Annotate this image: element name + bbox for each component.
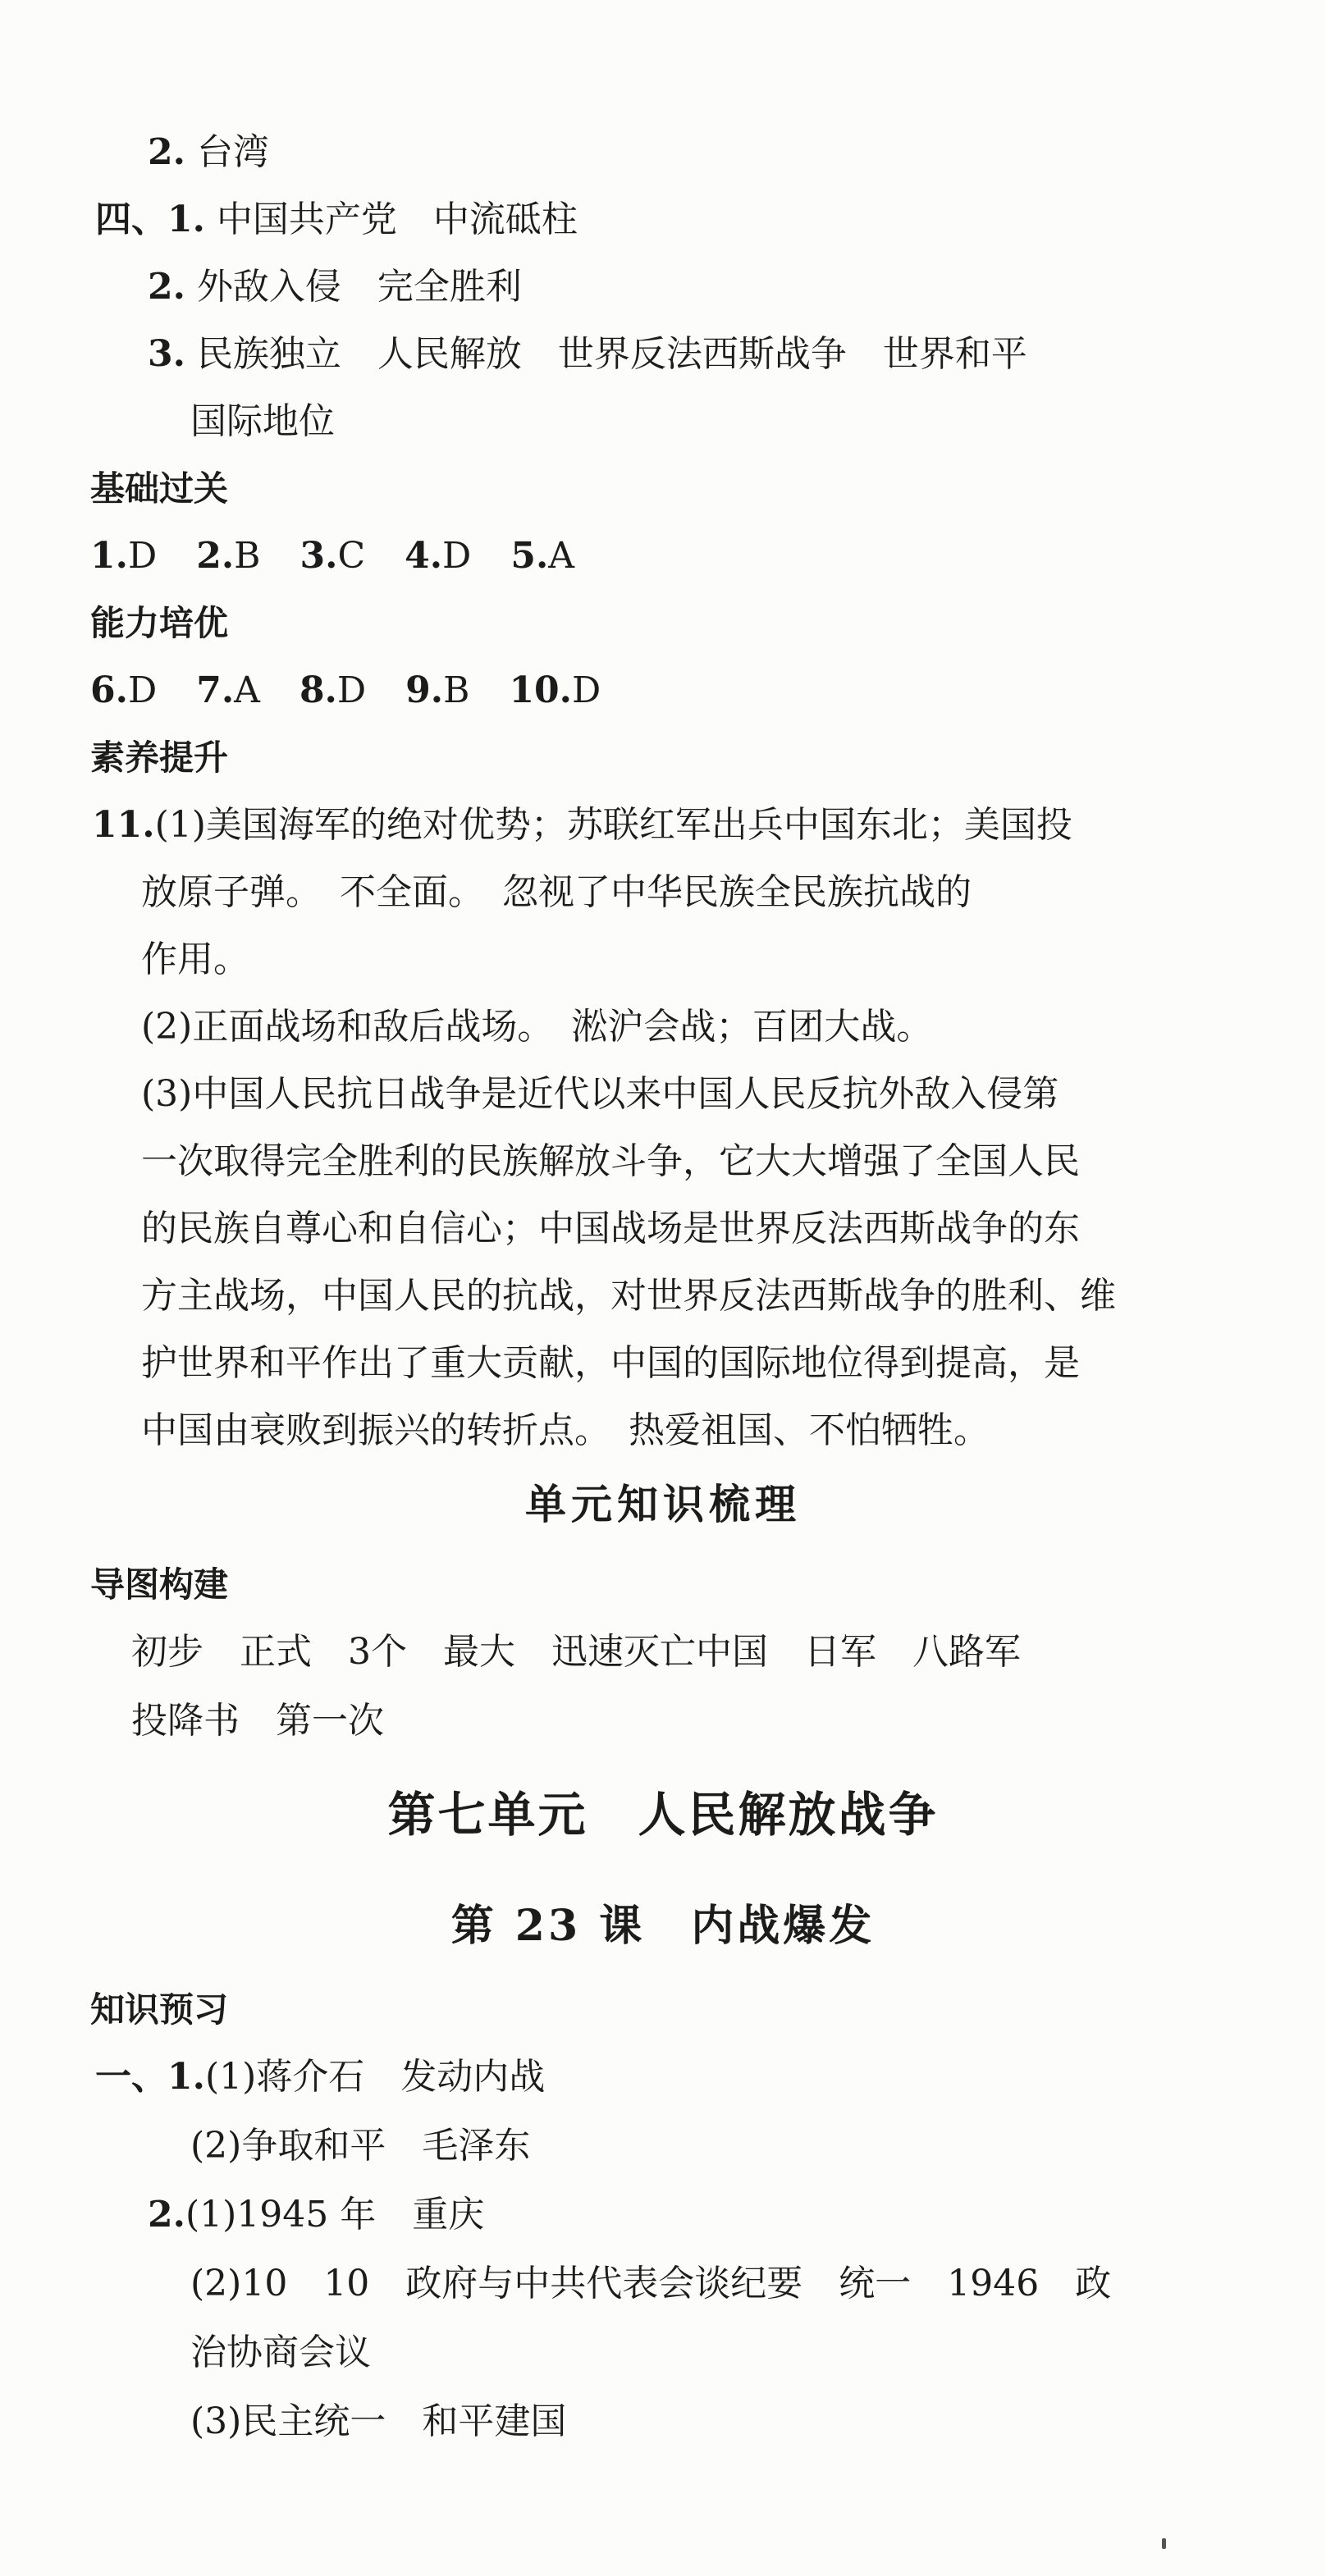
answer-line: 方主战场，中国人民的抗战，对世界反法西斯战争的胜利、维 — [141, 1275, 1116, 1317]
answer-text: (1)美国海军的绝对优势；苏联红军出兵中国东北；美国投 — [154, 804, 1072, 846]
item-number: 3. — [299, 535, 338, 577]
answer-text: 中国共产党 中流砥柱 — [216, 199, 578, 240]
choice-letter: A — [234, 669, 260, 711]
answer-line — [190, 399, 335, 445]
answer-line — [148, 130, 269, 176]
choice-answers — [90, 533, 574, 579]
answer-text: 台湾 — [196, 131, 269, 173]
section-heading: 基础过关 — [90, 468, 229, 509]
answer-text: (1)1945 年 重庆 — [185, 2194, 485, 2236]
item-number: 2. — [148, 266, 185, 308]
item-number: 10. — [509, 669, 572, 711]
item-number: 8. — [299, 669, 337, 711]
choice-letter: D — [127, 669, 158, 711]
choice-letter: C — [337, 535, 366, 577]
answer-line: (2)10 10 政府与中共代表会谈纪要 统一 1946 政 — [190, 2263, 1112, 2304]
item-number: 2. — [196, 535, 235, 577]
answer-line: 中国由衰败到振兴的转折点。 热爱祖国、不怕牺牲。 — [141, 1409, 990, 1451]
item-number: 1. — [167, 2056, 205, 2098]
answer-line: 一次取得完全胜利的民族解放斗争，它大大增强了全国人民 — [141, 1140, 1080, 1182]
answer-text: 外敌入侵 完全胜利 — [196, 266, 522, 308]
answer-line — [95, 197, 578, 243]
choice-letter: D — [442, 535, 472, 577]
item-number: 7. — [196, 669, 235, 711]
answer-line — [148, 264, 522, 310]
item-number: 11. — [92, 804, 155, 846]
item-number: 1. — [90, 535, 128, 577]
answer-line: (2)争取和平 毛泽东 — [190, 2125, 531, 2167]
answer-line: 放原子弹。 不全面。 忽视了中华民族全民族抗战的 — [141, 871, 972, 913]
answer-line: (3)中国人民抗日战争是近代以来中国人民反抗外敌入侵第 — [141, 1073, 1059, 1115]
item-number: 9. — [405, 669, 444, 711]
answer-text: 国际地位 — [190, 400, 335, 442]
choice-letter: D — [127, 535, 158, 577]
lesson-title: 第 23 课 内战爆发 — [450, 1901, 876, 1951]
answer-line: 投降书 第一次 — [131, 1700, 384, 1742]
choice-answers — [90, 668, 601, 714]
choice-letter: A — [548, 535, 575, 577]
answer-line — [95, 2054, 545, 2100]
section-heading: 知识预习 — [90, 1989, 229, 2030]
answer-text: (1)蒋介石 发动内战 — [204, 2056, 546, 2098]
answer-text: 民族独立 人民解放 世界反法西斯战争 世界和平 — [196, 333, 1027, 375]
answer-line: (3)民主统一 和平建国 — [190, 2400, 567, 2442]
choice-letter: B — [443, 669, 470, 711]
item-number: 2. — [148, 131, 185, 173]
choice-letter: D — [572, 669, 601, 711]
unit-title: 第七单元 人民解放战争 — [387, 1787, 939, 1843]
section-number: 一、 — [95, 2056, 167, 2098]
answer-line — [148, 331, 1027, 377]
choice-letter: B — [234, 535, 261, 577]
section-heading: 导图构建 — [90, 1564, 229, 1605]
answer-line — [148, 2192, 484, 2238]
item-number: 5. — [510, 535, 549, 577]
answer-line: 的民族自尊心和自信心；中国战场是世界反法西斯战争的东 — [141, 1208, 1080, 1249]
section-heading: 素养提升 — [90, 738, 229, 778]
item-number: 2. — [148, 2194, 185, 2236]
answer-line: 作用。 — [141, 939, 249, 980]
item-number: 3. — [148, 333, 185, 375]
item-number: 6. — [90, 669, 128, 711]
scan-speck — [1162, 2538, 1166, 2549]
item-number: 4. — [405, 535, 443, 577]
answer-line: 护世界和平作出了重大贡献，中国的国际地位得到提高，是 — [141, 1342, 1080, 1384]
answer-line: (2)正面战场和敌后战场。 淞沪会战；百团大战。 — [141, 1006, 933, 1048]
section-heading: 能力培优 — [90, 603, 229, 643]
choice-letter: D — [336, 669, 367, 711]
item-number: 1. — [167, 199, 205, 240]
section-number: 四、 — [95, 199, 167, 240]
answer-line: 初步 正式 3个 最大 迅速灭亡中国 日军 八路军 — [131, 1631, 1021, 1673]
section-title: 单元知识梳理 — [525, 1481, 801, 1528]
answer-line — [92, 802, 1072, 848]
answer-line: 治协商会议 — [190, 2332, 371, 2373]
